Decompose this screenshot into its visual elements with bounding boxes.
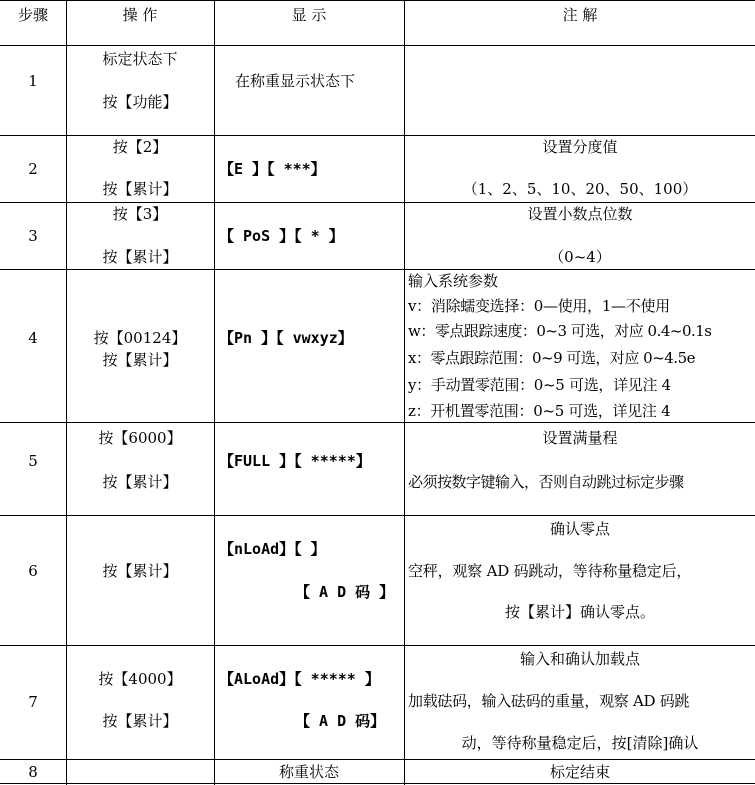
row-divider bbox=[0, 759, 755, 760]
col-divider bbox=[214, 0, 215, 785]
note-title: 输入系统参数 bbox=[408, 272, 499, 290]
note-line: y：手动置零范围：0~5 可选，详见注 4 bbox=[408, 376, 671, 394]
row-divider bbox=[0, 45, 755, 46]
display-readout: 【 A D 码 】 bbox=[295, 583, 395, 601]
note-title: 确认零点 bbox=[549, 520, 610, 538]
operation-line: 按【3】 bbox=[112, 205, 168, 223]
step-number: 6 bbox=[28, 562, 38, 580]
operation-line: 按【00124】 bbox=[93, 329, 187, 347]
display-text: 在称重显示状态下 bbox=[235, 72, 356, 90]
step-number: 7 bbox=[28, 693, 38, 711]
table-border-bottom bbox=[0, 783, 755, 784]
note-line: （0~4） bbox=[549, 248, 611, 266]
display-readout: 【 PoS 】【 * 】 bbox=[219, 227, 344, 245]
note-title: 设置分度值 bbox=[542, 138, 618, 156]
table-border-top bbox=[0, 0, 755, 1]
col-divider bbox=[66, 0, 67, 785]
operation-line: 按【累计】 bbox=[102, 248, 178, 266]
display-text: 称重状态 bbox=[278, 763, 339, 781]
step-number: 5 bbox=[28, 452, 38, 470]
display-readout: 【ALoAd】【 ***** 】 bbox=[219, 670, 380, 688]
row-divider bbox=[0, 645, 755, 646]
operation-line: 按【累计】 bbox=[102, 180, 178, 198]
note-title: 输入和确认加载点 bbox=[519, 650, 640, 668]
step-number: 1 bbox=[28, 72, 38, 90]
step-number: 2 bbox=[28, 160, 38, 178]
row-divider bbox=[0, 515, 755, 516]
note-title: 设置小数点位数 bbox=[527, 205, 633, 223]
operation-line: 按【累计】 bbox=[102, 473, 178, 491]
operation-line: 按【累计】 bbox=[102, 351, 178, 369]
display-readout: 【FULL 】【 *****】 bbox=[219, 452, 371, 470]
note-line: v：消除蠕变选择：0—使用，1—不使用 bbox=[408, 297, 670, 315]
display-readout: 【Pn 】【 vwxyz】 bbox=[219, 329, 353, 347]
header-operation: 操 作 bbox=[122, 6, 158, 24]
operation-line: 按【4000】 bbox=[98, 670, 182, 688]
display-readout: 【 A D 码】 bbox=[295, 712, 386, 730]
step-number: 8 bbox=[28, 763, 38, 781]
note-title: 设置满量程 bbox=[542, 429, 618, 447]
row-divider bbox=[0, 269, 755, 270]
operation-line: 按【累计】 bbox=[102, 712, 178, 730]
row-divider bbox=[0, 202, 755, 203]
note-line: 按【累计】确认零点。 bbox=[504, 603, 655, 621]
display-readout: 【nLoAd】【 】 bbox=[219, 540, 326, 558]
header-step: 步骤 bbox=[17, 6, 48, 24]
row-divider bbox=[0, 422, 755, 423]
note-title: 标定结束 bbox=[549, 763, 610, 781]
operation-line: 按【累计】 bbox=[102, 562, 178, 580]
note-line: （1、2、5、10、20、50、100） bbox=[462, 180, 698, 198]
step-number: 4 bbox=[28, 329, 38, 347]
display-readout: 【E 】【 ***】 bbox=[219, 160, 326, 178]
operation-line: 标定状态下 bbox=[102, 50, 178, 68]
operation-line: 按【6000】 bbox=[98, 429, 182, 447]
note-line: 空秤，观察 AD 码跳动，等待称量稳定后， bbox=[408, 562, 692, 580]
header-note: 注 解 bbox=[562, 6, 598, 24]
operation-line: 按【功能】 bbox=[102, 93, 178, 111]
step-number: 3 bbox=[28, 227, 38, 245]
header-display: 显 示 bbox=[291, 6, 327, 24]
note-line: x：零点跟踪范围：0~9 可选，对应 0~4.5e bbox=[408, 349, 695, 367]
row-divider bbox=[0, 135, 755, 136]
note-line: 加载砝码，输入砝码的重量，观察 AD 码跳 bbox=[408, 692, 690, 710]
note-line: z：开机置零范围：0~5 可选，详见注 4 bbox=[408, 402, 671, 420]
note-line: w：零点跟踪速度：0~3 可选，对应 0.4~0.1s bbox=[408, 322, 712, 340]
note-line: 必须按数字键输入，否则自动跳过标定步骤 bbox=[408, 473, 684, 491]
operation-line: 按【2】 bbox=[112, 138, 168, 156]
note-line: 动，等待称量稳定后，按[清除]确认 bbox=[461, 734, 699, 752]
